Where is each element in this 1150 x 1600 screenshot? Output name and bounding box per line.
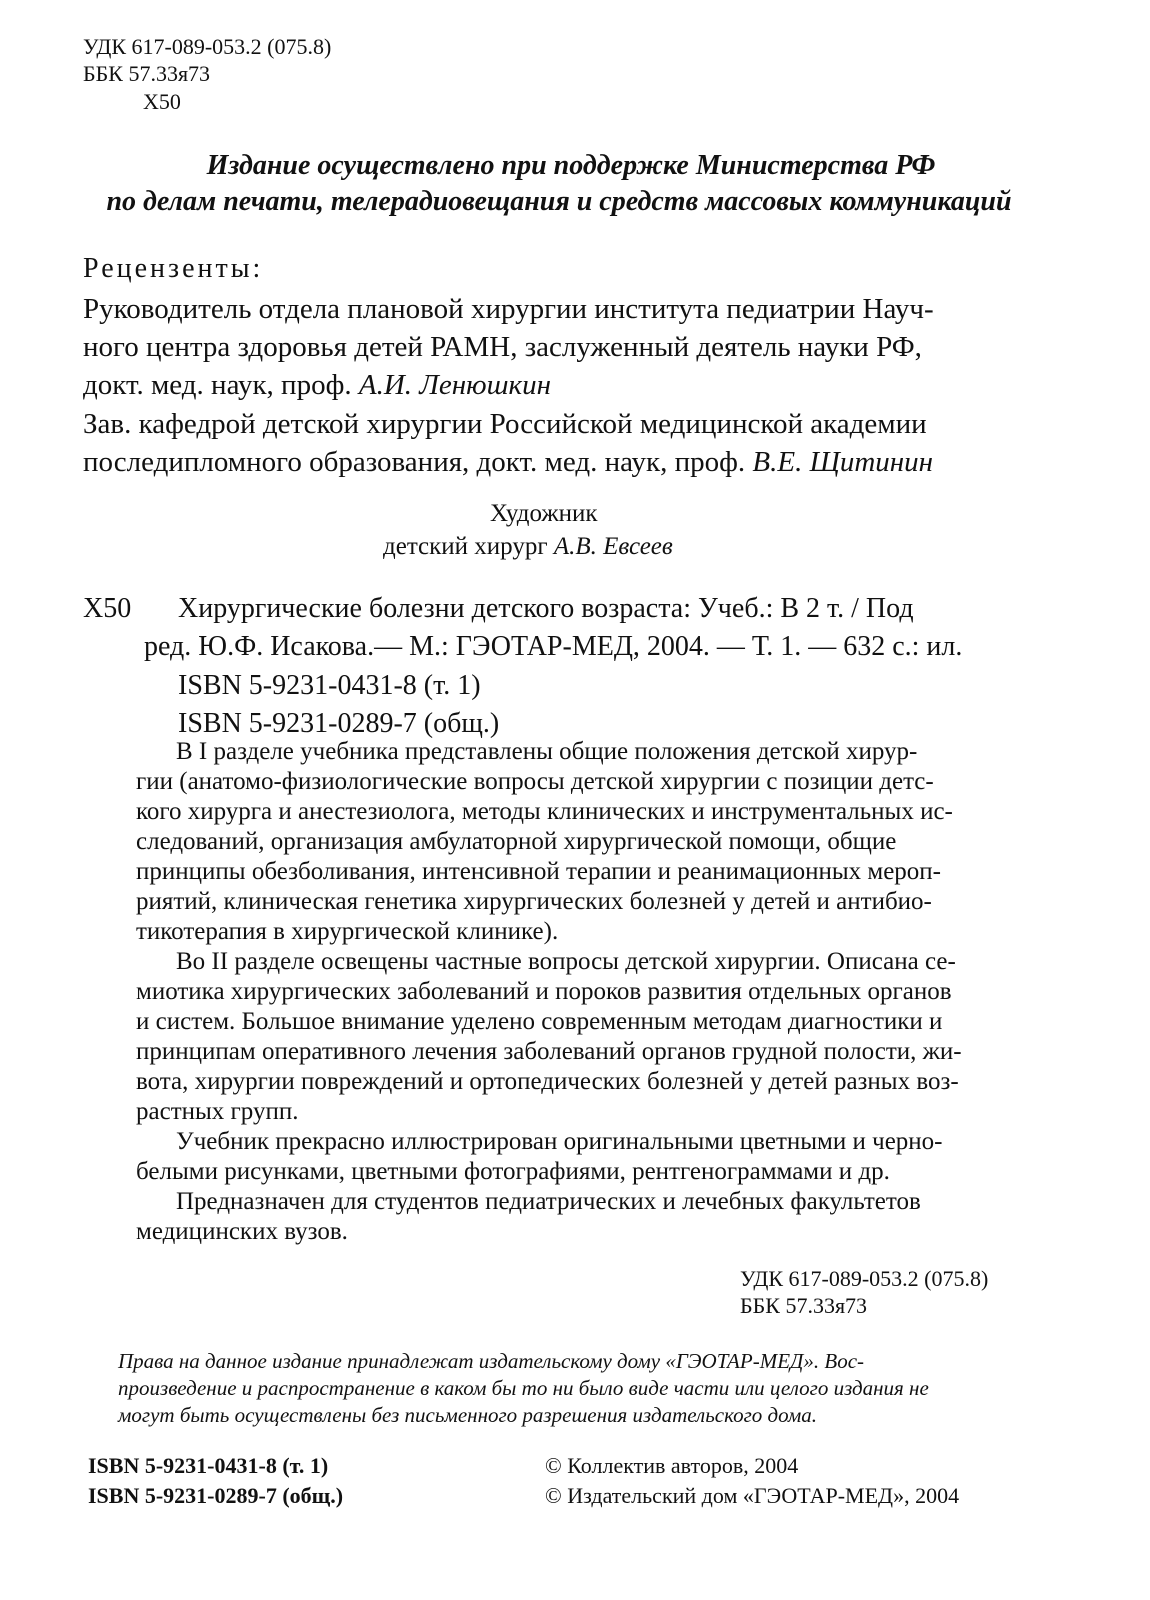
bibliographic-author-mark: Х50 <box>83 593 132 624</box>
reviewer-2-credentials: последипломного образования, докт. мед. наук, проф. <box>83 446 753 478</box>
copyright-authors: © Коллектив авторов, 2004 <box>545 1453 799 1478</box>
reviewer-2-line-1: Зав. кафедрой детской хирургии Российской медицинской академии <box>83 408 927 440</box>
annotation-p1-line: риятий, клиническая генетика хирургических болезней у детей и антибио- <box>136 888 932 915</box>
annotation-p3-line: белыми рисунками, цветными фотографиями, рентгенограммами и др. <box>136 1158 890 1185</box>
bibliographic-line-1: Хирургические болезни детского возраста: Учеб.: В 2 т. / Под <box>178 593 914 624</box>
annotation-p2-line: растных групп. <box>136 1098 299 1125</box>
annotation-p2-line: вота, хирургии повреждений и ортопедических болезней у детей разных воз- <box>136 1068 959 1095</box>
reviewer-1-line-2: ного центра здоровья детей РАМН, заслуженный деятель науки РФ, <box>83 331 922 363</box>
reviewer-1-line-1: Руководитель отдела плановой хирургии института педиатрии Науч- <box>83 293 934 325</box>
rights-notice-line-2: произведение и распространение в каком бы то ни было виде части или целого издания не <box>118 1376 929 1400</box>
reviewer-2-name: В.Е. Щитинин <box>752 446 934 478</box>
bbk-code-top: ББК 57.33я73 <box>83 61 211 86</box>
bibliographic-line-2: ред. Ю.Ф. Исакова.— М.: ГЭОТАР-МЕД, 2004. — Т. 1. — 632 с.: ил. <box>144 631 963 662</box>
bibliographic-isbn-2: ISBN 5-9231-0289-7 (общ.) <box>178 708 500 739</box>
artist-role: детский хирург <box>383 533 554 560</box>
udk-code-bottom: УДК 617-089-053.2 (075.8) <box>740 1266 989 1291</box>
annotation-p3-line: Учебник прекрасно иллюстрирован оригинальными цветными и черно- <box>176 1128 943 1155</box>
annotation-p1-line: кого хирурга и анестезиолога, методы клинических и инструментальных ис- <box>136 798 953 825</box>
footer-isbn-2: ISBN 5-9231-0289-7 (общ.) <box>88 1483 344 1508</box>
author-mark-top: Х50 <box>143 89 181 114</box>
annotation-p2-line: принципам оперативного лечения заболеваний органов грудной полости, жи- <box>136 1038 962 1065</box>
reviewer-1-line-3 <box>83 366 551 404</box>
rights-notice-line-1: Права на данное издание принадлежат издательскому дому «ГЭОТАР-МЕД». Вос- <box>118 1349 865 1373</box>
annotation-p2-line: Во II разделе освещены частные вопросы детской хирургии. Описана се- <box>176 948 956 975</box>
support-notice-line-2: по делам печати, телерадиовещания и средств массовых коммуникаций <box>106 186 1012 217</box>
bibliographic-isbn-1: ISBN 5-9231-0431-8 (т. 1) <box>178 670 481 701</box>
artist-title: Художник <box>490 500 598 527</box>
artist-name: А.В. Евсеев <box>553 533 673 560</box>
annotation-p1-line: принципы обезболивания, интенсивной терапии и реанимационных мероп- <box>136 858 941 885</box>
annotation-p1-line: В I разделе учебника представлены общие положения детской хирур- <box>176 738 918 765</box>
reviewer-1-credentials: докт. мед. наук, проф. <box>83 369 359 401</box>
rights-notice-line-3: могут быть осуществлены без письменного разрешения издательского дома. <box>118 1403 818 1427</box>
annotation-p2-line: миотика хирургических заболеваний и пороков развития отдельных органов <box>136 978 952 1005</box>
annotation-p4-line: медицинских вузов. <box>136 1218 348 1245</box>
footer-isbn-1: ISBN 5-9231-0431-8 (т. 1) <box>88 1453 329 1478</box>
support-notice-line-1: Издание осуществлено при поддержке Министерства РФ <box>206 150 936 181</box>
copyright-publisher: © Издательский дом «ГЭОТАР-МЕД», 2004 <box>545 1483 960 1508</box>
reviewer-1-name: А.И. Ленюшкин <box>358 369 551 401</box>
annotation-p1-line: гии (анатомо-физиологические вопросы детской хирургии с позиции детс- <box>136 768 934 795</box>
reviewer-2-line-2 <box>83 443 933 481</box>
artist-line <box>383 531 673 563</box>
annotation-p4-line: Предназначен для студентов педиатрических и лечебных факультетов <box>176 1188 921 1215</box>
reviewers-heading: Рецензенты: <box>83 253 264 284</box>
annotation-p1-line: тикотерапия в хирургической клинике). <box>136 918 559 945</box>
annotation-p1-line: следований, организация амбулаторной хирургической помощи, общие <box>136 828 897 855</box>
annotation-p2-line: и систем. Большое внимание уделено современным методам диагностики и <box>136 1008 943 1035</box>
udk-code-top: УДК 617-089-053.2 (075.8) <box>83 34 332 59</box>
bbk-code-bottom: ББК 57.33я73 <box>740 1293 868 1318</box>
